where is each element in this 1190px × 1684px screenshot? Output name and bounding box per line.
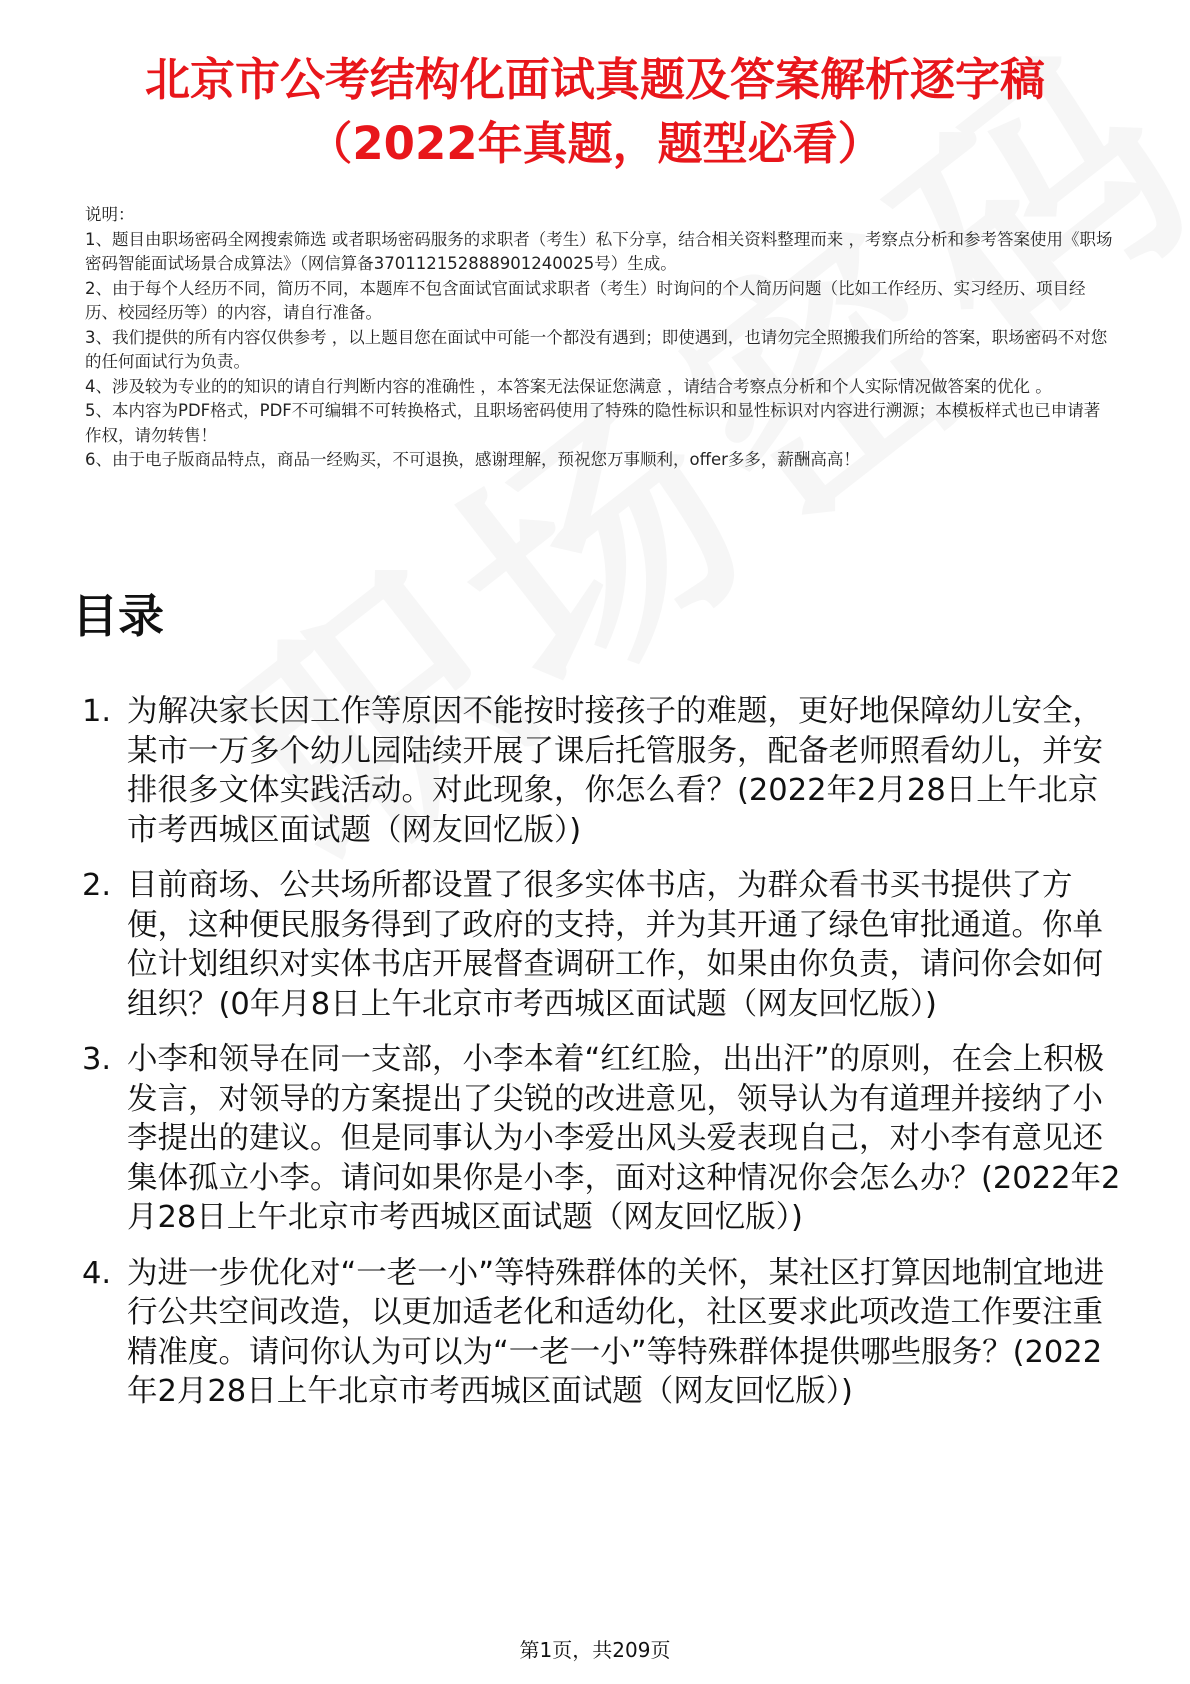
- instruction-item: 2、由于每个人经历不同，简历不同，本题库不包含面试官面试求职者（考生）时询问的个人简历问题（比如工作经历、实习经历、项目经历、校园经历等）的内容，请自行准备。: [85, 278, 1086, 322]
- question-number: 4.: [82, 1255, 112, 1291]
- question-text: 小李和领导在同一支部，小李本着“红红脸，出出汗”的原则，在会上积极发言，对领导的方案提出了尖锐的改进意见，领导认为有道理并接纳了小李提出的建议。但是同事认为小李爱出风头爱表现自己，对小李有意见还集体孤立小李。请问如果你是小李，面对这种情况你会怎么办？(2022年2月28日上午北京市考西城区面试题（网友回忆版）): [127, 1042, 1121, 1235]
- question-item[interactable]: [82, 866, 1122, 1024]
- question-text: 目前商场、公共场所都设置了很多实体书店，为群众看书买书提供了方便，这种便民服务得到了政府的支持，并为其开通了绿色审批通道。你单位计划组织对实体书店开展督查调研工作，如果由你负责，请问你会如何组织？(0年月8日上午北京市考西城区面试题（网友回忆版）): [127, 868, 1103, 1022]
- question-list: [82, 692, 1122, 1428]
- instruction-item: 1、题目由职场密码全网搜索筛选 或者职场密码服务的求职者（考生）私下分享，结合相关资料整理而来 ，考察点分析和参考答案使用《职场密码智能面试场景合成算法》（网信算备370112152888901240025号）生成。: [85, 229, 1113, 273]
- instruction-item: 3、我们提供的所有内容仅供参考 ，以上题目您在面试中可能一个都没有遇到；即使遇到，也请勿完全照搬我们所给的答案，职场密码不对您的任何面试行为负责。: [85, 327, 1108, 371]
- title-line-2: （2022年真题，题型必看）: [307, 117, 883, 170]
- page-footer: 第1页，共209页: [519, 1638, 671, 1662]
- toc-heading: 目录: [72, 589, 164, 643]
- question-number: 1.: [82, 694, 112, 729]
- question-number: 3.: [82, 1042, 112, 1077]
- question-item[interactable]: [82, 1040, 1122, 1238]
- question-item[interactable]: [82, 1254, 1122, 1412]
- question-item[interactable]: [82, 692, 1122, 850]
- question-text: 为解决家长因工作等原因不能按时接孩子的难题，更好地保障幼儿安全，某市一万多个幼儿园陆续开展了课后托管服务，配备老师照看幼儿，并安排很多文体实践活动。对此现象，你怎么看？(2022年2月28日上午北京市考西城区面试题（网友回忆版）): [127, 694, 1103, 848]
- instructions-block: [85, 203, 1115, 473]
- question-text: 为进一步优化对“一老一小”等特殊群体的关怀，某社区打算因地制宜地进行公共空间改造，以更加适老化和适幼化，社区要求此项改造工作要注重精准度。请问你认为可以为“一老一小”等特殊群体提供哪些服务？(2022年2月28日上午北京市考西城区面试题（网友回忆版）): [127, 1255, 1105, 1409]
- instructions-heading: 说明：: [85, 205, 135, 224]
- question-number: 2.: [82, 868, 112, 903]
- instruction-item: 5、本内容为PDF格式，PDF不可编辑不可转换格式，且职场密码使用了特殊的隐性标识和显性标识对内容进行溯源；本模板样式也已申请著作权，请勿转售！: [85, 401, 1101, 445]
- document-title: [60, 48, 1130, 176]
- instruction-item: 4、涉及较为专业的的知识的请自行判断内容的准确性 ，本答案无法保证您满意 ，请结合考察点分析和个人实际情况做答案的优化 。: [85, 376, 1052, 396]
- title-line-1: 北京市公考结构化面试真题及答案解析逐字稿: [144, 53, 1045, 106]
- instruction-item: 6、由于电子版商品特点，商品一经购买，不可退换，感谢理解，预祝您万事顺利，offer多多，薪酬高高！: [85, 450, 860, 469]
